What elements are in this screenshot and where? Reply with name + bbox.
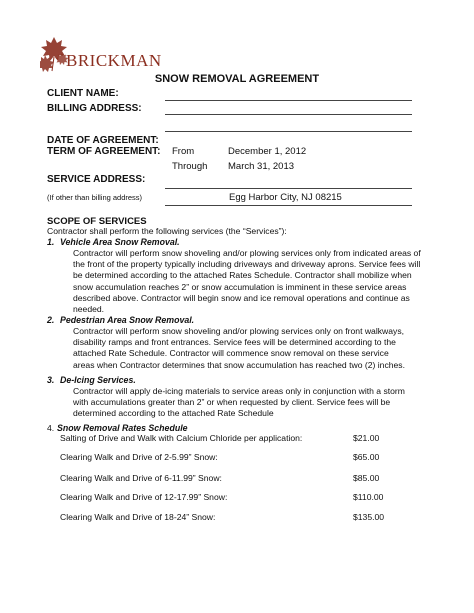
item-1-line: be determined according to the attached Rates Schedule. Contractor shall mobilize when <box>73 270 412 281</box>
item-3-line: with accumulations greater than 2” or when requested by client. Service fees will be <box>73 397 391 408</box>
item-1-line: snow accumulation reaches 2” or snow accumulation is imminent in these service areas <box>73 281 407 292</box>
billing-address-line-2 <box>165 131 412 132</box>
item-2-body <box>73 326 423 371</box>
client-name-label: CLIENT NAME: <box>47 88 119 99</box>
date-of-agreement-label: DATE OF AGREEMENT: <box>47 135 159 146</box>
billing-address-line-1 <box>165 114 412 115</box>
item-3-number: 3. <box>47 375 55 385</box>
rate-row <box>60 473 390 483</box>
rate-row <box>60 512 390 522</box>
term-through-label: Through <box>172 161 208 172</box>
rate-price: $85.00 <box>353 473 380 483</box>
item-2-title: Pedestrian Area Snow Removal. <box>60 315 195 325</box>
service-address-line-1 <box>165 188 412 189</box>
company-logo-text: BRICKMAN <box>66 51 162 70</box>
item-1-line: Contractor will perform snow shoveling and/or plowing services only from indicated areas of <box>73 248 421 258</box>
page-title: SNOW REMOVAL AGREEMENT <box>154 73 320 85</box>
item-1-number: 1. <box>47 237 55 247</box>
item-2-line: Contractor will perform snow shoveling and/or plowing services only on front walkways, <box>73 326 405 336</box>
rate-price: $110.00 <box>353 492 384 502</box>
term-through-value: March 31, 2013 <box>228 161 295 172</box>
service-address-line-2 <box>165 205 412 206</box>
item-1-line: the front of the property typically including driveways and driveway aprons. Service fees will <box>73 259 421 270</box>
rate-label: Salting of Drive and Walk with Calcium Chloride per application: <box>60 433 303 443</box>
rate-label: Clearing Walk and Drive of 6-11.99” Snow: <box>60 473 222 483</box>
billing-address-label: BILLING ADDRESS: <box>47 103 142 114</box>
rate-row <box>60 452 390 462</box>
item-2-line: areas when Contractor determines that snow accumulation has reached two (2) inches. <box>73 359 405 370</box>
rate-price: $21.00 <box>353 433 380 443</box>
rate-row <box>60 492 390 502</box>
rate-price: $135.00 <box>353 512 385 522</box>
rate-label: Clearing Walk and Drive of 12-17.99” Snow: <box>60 492 228 502</box>
item-2-line: disability ramps and front entrances. Service fees will be determined according to the <box>73 337 396 348</box>
item-1-title: Vehicle Area Snow Removal. <box>60 237 180 247</box>
rates-number: 4. <box>47 423 55 433</box>
item-3-title: De-Icing Services. <box>60 375 136 385</box>
item-3-line: determined according to the attached Rate Schedule <box>73 408 274 419</box>
rate-row <box>60 433 390 443</box>
scope-heading: SCOPE OF SERVICES <box>47 216 147 227</box>
rate-label: Clearing Walk and Drive of 18-24” Snow: <box>60 512 216 522</box>
scope-intro: Contractor shall perform the following services (the “Services”): <box>47 226 287 236</box>
term-from-value: December 1, 2012 <box>228 146 307 157</box>
service-address-note: (If other than billing address) <box>47 193 143 202</box>
item-2-number: 2. <box>47 315 55 325</box>
item-3-line: Contractor will apply de-icing materials to service areas only in conjunction with a storm <box>73 386 405 396</box>
item-1-line: described above. Contractor will begin snow and ice removal operations and continue as <box>73 292 410 303</box>
item-1-line: needed. <box>73 304 105 315</box>
client-name-line <box>165 100 412 101</box>
item-1-body <box>73 248 423 315</box>
item-2-line: attached Rate Schedule. Contractor will commence snow removal on these service <box>73 348 389 359</box>
term-from-label: From <box>172 146 195 157</box>
item-3-body <box>73 386 423 420</box>
rate-label: Clearing Walk and Drive of 2-5.99” Snow: <box>60 452 218 462</box>
rate-price: $65.00 <box>353 452 380 462</box>
rates-title: Snow Removal Rates Schedule <box>57 423 188 433</box>
service-address-label: SERVICE ADDRESS: <box>47 174 146 185</box>
service-address-value: Egg Harbor City, NJ 08215 <box>229 192 342 203</box>
term-of-agreement-label: TERM OF AGREEMENT: <box>47 146 161 157</box>
